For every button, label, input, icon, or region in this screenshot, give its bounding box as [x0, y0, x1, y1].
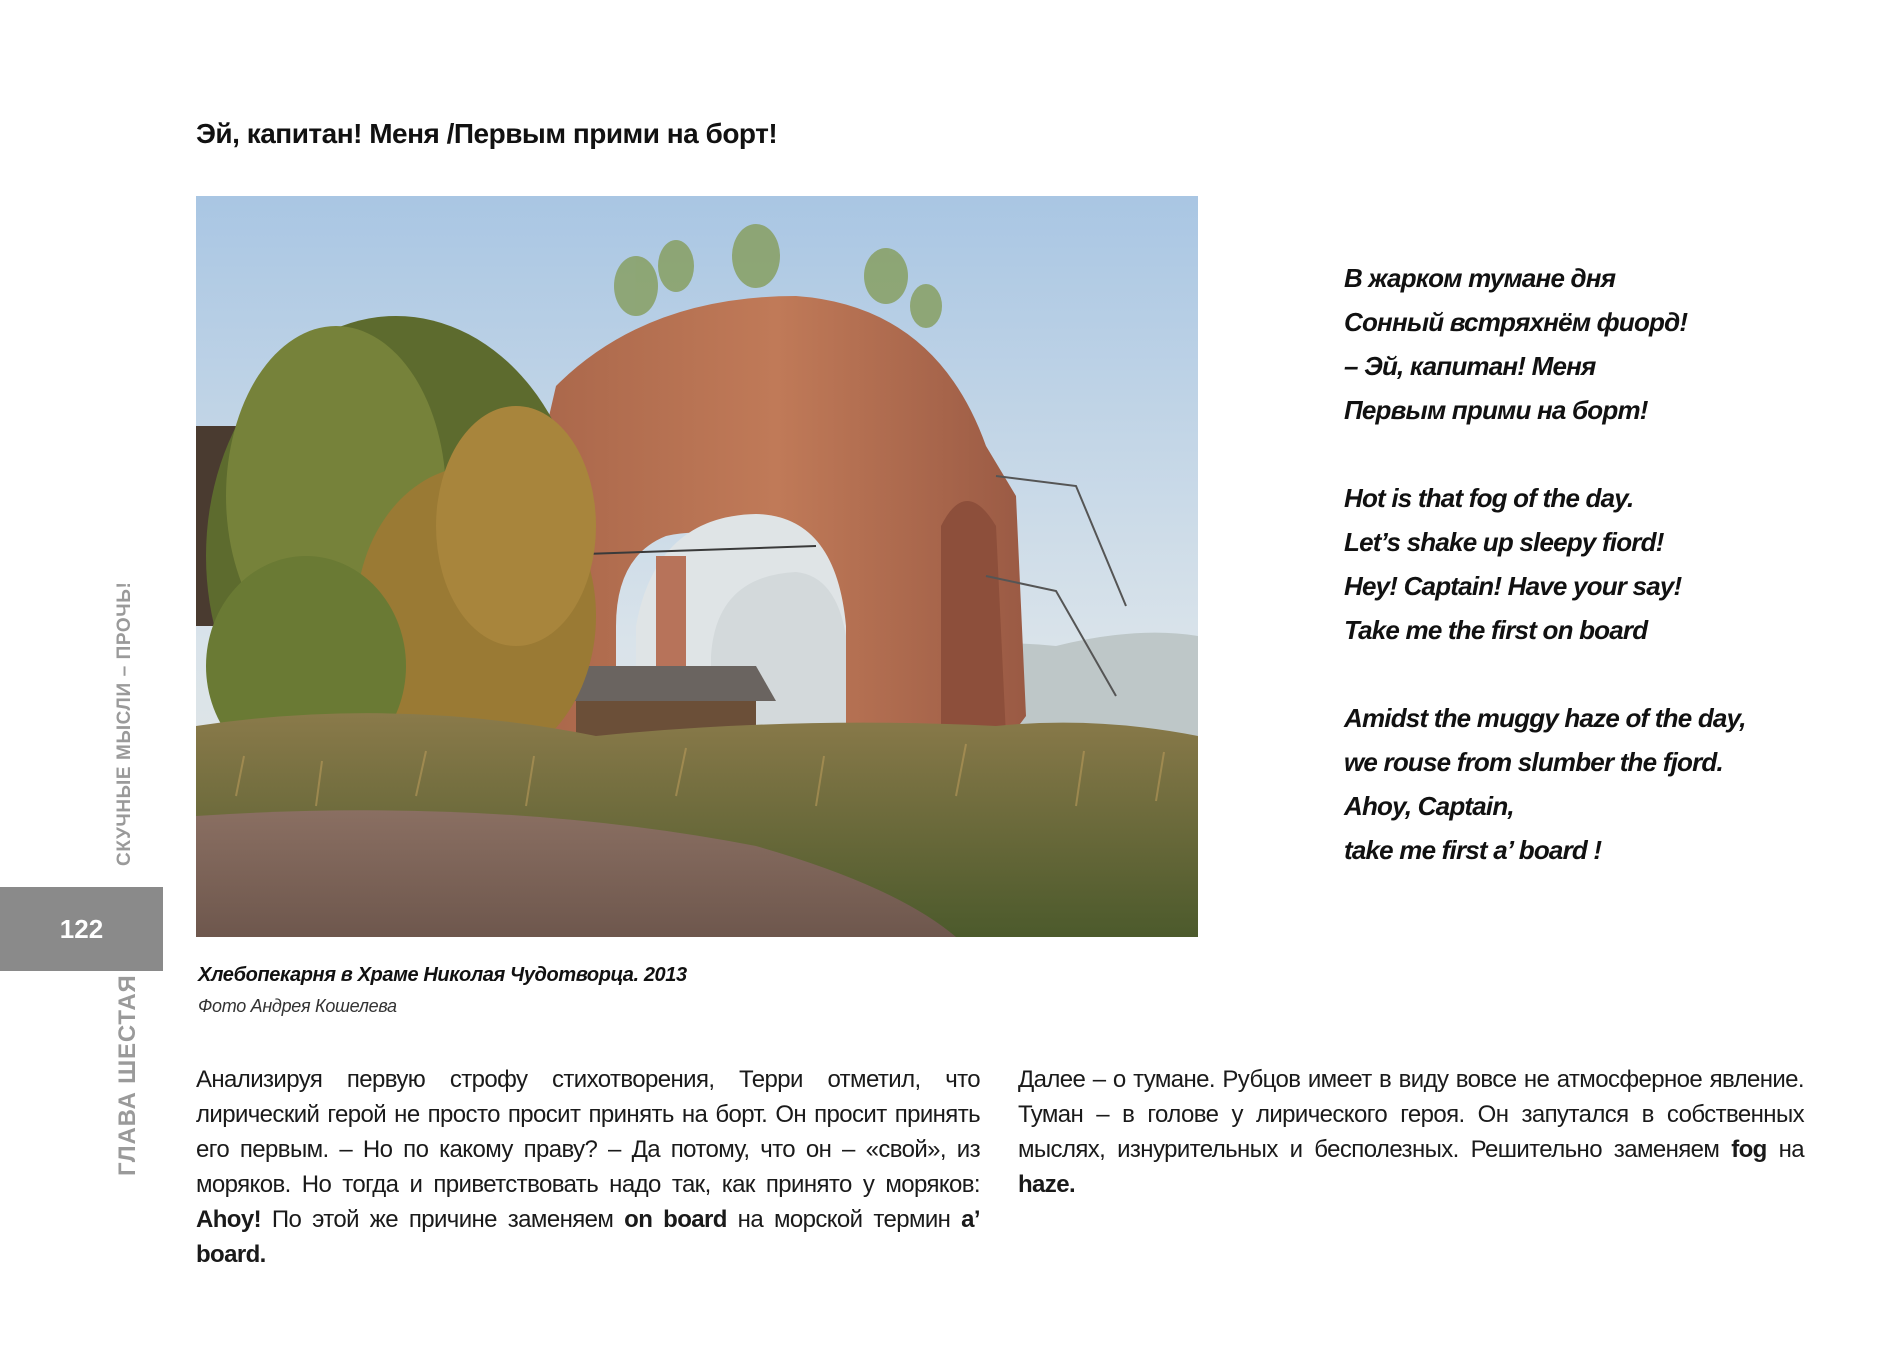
- body-text: на: [1766, 1136, 1804, 1163]
- poem-stanza-english-1: [1344, 476, 1814, 652]
- poem-line: Первым прими на борт!: [1344, 395, 1648, 425]
- poem-line: В жарком тумане дня: [1344, 263, 1616, 293]
- poem: [1344, 256, 1814, 916]
- poem-line: Take me the first on board: [1344, 615, 1648, 645]
- page-heading: Эй, капитан! Меня /Первым прими на борт!: [196, 118, 778, 149]
- poem-line: Amidst the muggy haze of the day,: [1344, 703, 1746, 733]
- body-term: Ahoy!: [196, 1206, 261, 1233]
- body-text: По этой же причине заменяем: [261, 1206, 625, 1233]
- body-text-right-column: [1018, 1062, 1804, 1202]
- body-term: fog: [1731, 1136, 1767, 1163]
- church-ruin-photo: [196, 196, 1198, 937]
- body-term: on board: [624, 1206, 727, 1233]
- poem-line: Hey! Captain! Have your say!: [1344, 571, 1682, 601]
- poem-line: – Эй, капитан! Меня: [1344, 351, 1596, 381]
- poem-line: Сонный встряхнём фиорд!: [1344, 307, 1688, 337]
- body-text: Далее – о тумане. Рубцов имеет в виду вовсе не атмосферное явление. Туман – в голове у лирического героя. Он запутался в собственных мыслях, изнурительных и бесполезных. Решительно заменяем: [1018, 1066, 1804, 1163]
- poem-line: we rouse from slumber the fjord.: [1344, 747, 1723, 777]
- body-term: haze.: [1018, 1171, 1076, 1198]
- photo-illustration: [196, 196, 1198, 937]
- body-text: Анализируя первую строфу стихотворения, Терри отметил, что лирический герой не просто просит принять на борт. Он просит принять его первым. – Но по какому праву? – Да потому, что он – «свой», из моряков. Но тогда и приветствовать надо так, как принято у моряков:: [196, 1066, 980, 1198]
- body-text-left-column: [196, 1062, 980, 1272]
- chapter-title-vertical: ГЛАВА ШЕСТАЯ: [114, 974, 141, 1176]
- poem-stanza-russian: [1344, 256, 1814, 432]
- poem-line: take me first a’ board !: [1344, 835, 1602, 865]
- section-title-vertical: СКУЧНЫЕ МЫСЛИ – ПРОЧЬ!: [114, 581, 135, 866]
- body-term: a’ board.: [196, 1206, 980, 1268]
- poem-line: Hot is that fog of the day.: [1344, 483, 1634, 513]
- photo-caption-title: Хлебопекарня в Храме Николая Чудотворца. 2013: [198, 964, 687, 986]
- photo-caption-credit: Фото Андрея Кошелева: [198, 996, 397, 1016]
- body-text: на морской термин: [726, 1206, 962, 1233]
- poem-stanza-english-2: [1344, 696, 1814, 872]
- poem-line: Let’s shake up sleepy fiord!: [1344, 527, 1664, 557]
- poem-line: Ahoy, Captain,: [1344, 791, 1514, 821]
- page-number-tab: [0, 887, 163, 971]
- page-number: 122: [59, 913, 104, 944]
